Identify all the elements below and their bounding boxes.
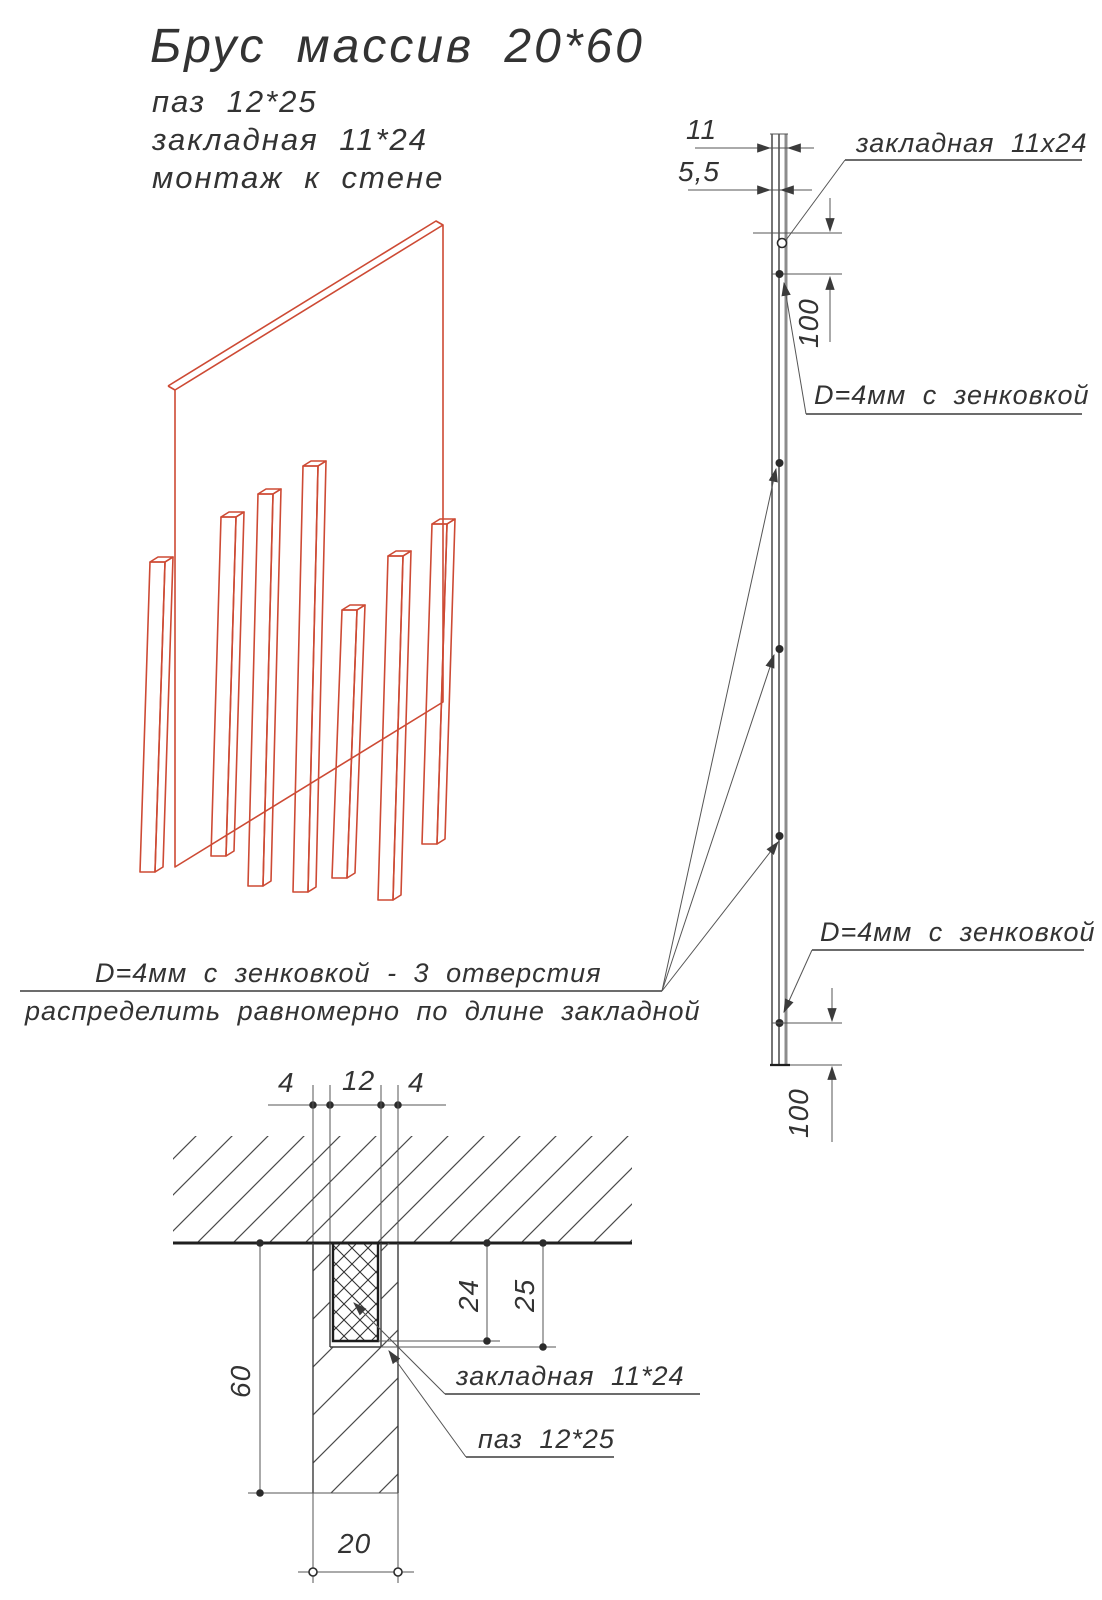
hole-mid-3 xyxy=(776,832,784,840)
hole-top xyxy=(776,270,784,278)
dim-4-right: 4 xyxy=(408,1067,425,1098)
title-line-montazh: монтаж к стене xyxy=(152,160,445,195)
callout-bottom: D=4мм с зенковкой xyxy=(820,917,1096,947)
dim-12: 12 xyxy=(342,1065,376,1096)
note-line-1: D=4мм с зенковкой - 3 отверстия xyxy=(95,958,602,988)
dim-100-bottom: 100 xyxy=(783,1088,814,1138)
wall-hatching xyxy=(173,1136,632,1242)
label-zakladnaya-side: закладная 11x24 xyxy=(856,128,1088,158)
dim-25: 25 xyxy=(509,1278,540,1312)
title-line-paz: паз 12*25 xyxy=(152,84,318,119)
dim-20: 20 xyxy=(338,1528,372,1559)
dim-4-left: 4 xyxy=(278,1067,295,1098)
slat-5 xyxy=(332,605,365,878)
slat-1 xyxy=(140,557,173,872)
dim-100-top: 100 xyxy=(793,298,824,348)
hole-mid-1 xyxy=(776,459,784,467)
panel-thickness-edge xyxy=(168,221,443,390)
side-view xyxy=(678,114,1096,1142)
dim-60: 60 xyxy=(225,1364,256,1398)
slat-4 xyxy=(293,461,326,892)
panel-outline xyxy=(175,225,443,867)
slat-3 xyxy=(248,489,281,886)
label-paz-section: паз 12*25 xyxy=(478,1424,615,1454)
dim-24: 24 xyxy=(453,1278,484,1312)
drawing-title: Брус массив 20*60 xyxy=(150,20,645,73)
label-zakladnaya-section: закладная 11*24 xyxy=(456,1361,685,1391)
title-line-zakladnaya: закладная 11*24 xyxy=(152,122,428,157)
callout-top: D=4мм с зенковкой xyxy=(814,380,1090,410)
slat-6 xyxy=(378,551,411,900)
title-block xyxy=(150,20,645,195)
dim-11: 11 xyxy=(686,114,718,145)
note-line-2: распределить равномерно по длине закладной xyxy=(25,996,701,1026)
hole-mid-2 xyxy=(776,645,784,653)
note-block xyxy=(20,469,778,1026)
isometric-view xyxy=(140,221,455,900)
insert-crosshatch xyxy=(334,1244,377,1340)
leader-marker-circle xyxy=(778,239,787,248)
slat-2 xyxy=(211,512,244,856)
slat-7 xyxy=(422,519,455,844)
dim-5-5: 5,5 xyxy=(678,156,720,187)
section-view xyxy=(173,1065,700,1583)
